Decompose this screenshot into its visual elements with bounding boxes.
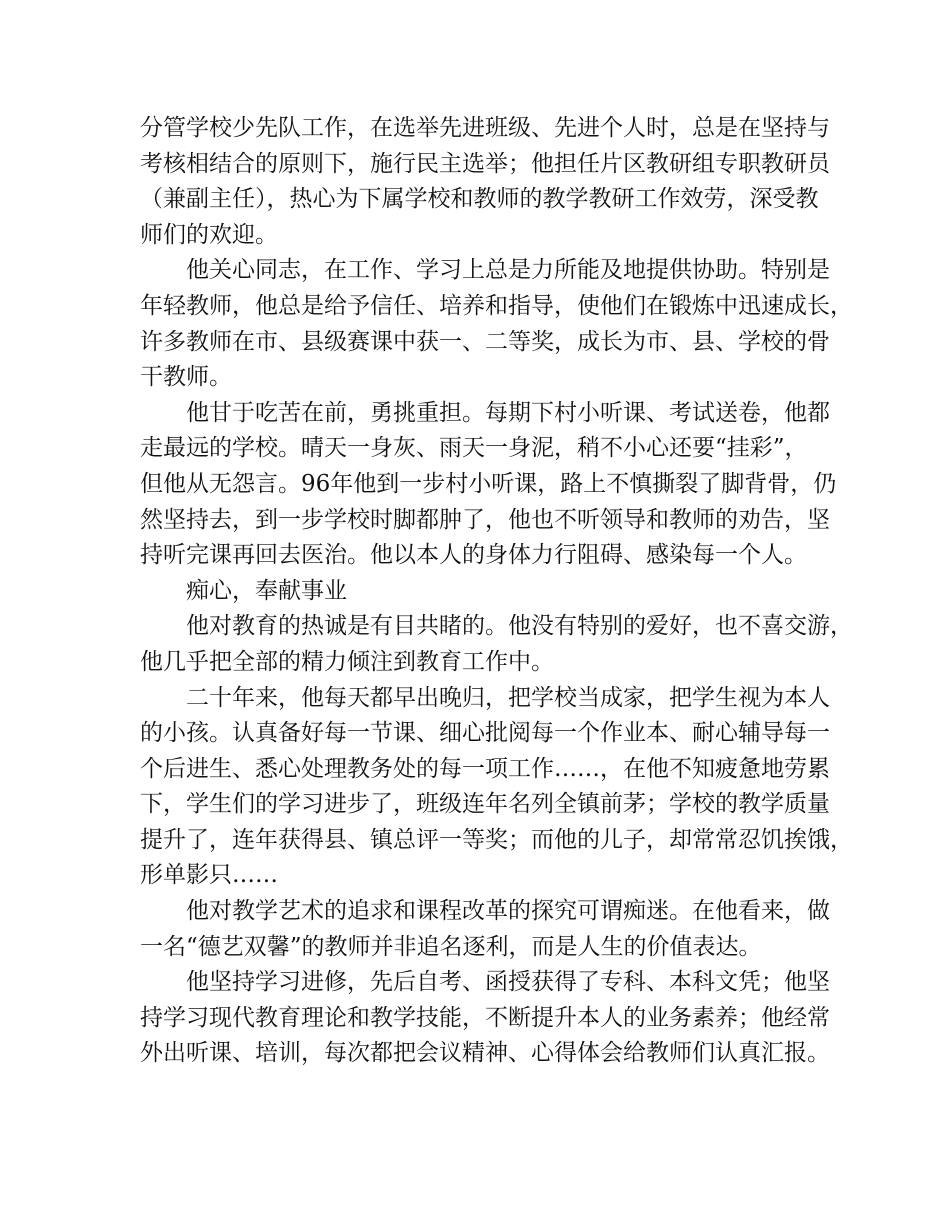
text-line: 下，学生们的学习进步了，班级连年名列全镇前茅；学校的教学质量 [140, 791, 830, 818]
text-line: 分管学校少先队工作，在选举先进班级、先进个人时，总是在坚持与 [140, 115, 830, 141]
text-line: 考核相结合的原则下，施行民主选举；他担任片区教研组专职教研员 [140, 150, 830, 177]
paragraph-first-line: 他坚持学习进修，先后自考、函授获得了专科、本科文凭；他坚 [186, 969, 830, 996]
text-line: 持听完课再回去医治。他以本人的身体力行阻碍、感染每一个人。 [140, 542, 807, 569]
text-line: 个后进生、悉心处理教务处的每一项工作……，在他不知疲惫地劳累 [140, 755, 830, 782]
text-line: 他几乎把全部的精力倾注到教育工作中。 [140, 648, 554, 675]
text-line: 持学习现代教育理论和教学技能，不断提升本人的业务素养；他经常 [140, 1004, 830, 1031]
paragraph-first-line: 他关心同志，在工作、学习上总是力所能及地提供协助。特别是 [186, 257, 830, 284]
text-line: 但他从无怨言。96年他到一步村小听课，路上不慎撕裂了脚背骨，仍 [140, 470, 837, 497]
text-line: 年轻教师，他总是给予信任、培养和指导，使他们在锻炼中迅速成长， [140, 292, 853, 319]
text-line: 一名“德艺双馨”的教师并非追名逐利，而是人生的价值表达。 [140, 933, 762, 960]
text-line: 的小孩。认真备好每一节课、细心批阅每一个作业本、耐心辅导每一 [140, 720, 830, 747]
paragraph-first-line: 他对教学艺术的追求和课程改革的探究可谓痴迷。在他看来，做 [186, 898, 830, 925]
paragraph-first-line: 他对教育的热诚是有目共睹的。他没有特别的爱好，也不喜交游， [186, 613, 853, 640]
paragraph-first-line: 他甘于吃苦在前，勇挑重担。每期下村小听课、考试送卷，他都 [186, 399, 830, 426]
text-line: 许多教师在市、县级赛课中获一、二等奖，成长为市、县、学校的骨 [140, 328, 830, 355]
text-line: 走最远的学校。晴天一身灰、雨天一身泥，稍不小心还要“挂彩”， [140, 435, 808, 462]
body-text [140, 111, 853, 1072]
text-line: 外出听课、培训，每次都把会议精神、心得体会给教师们认真汇报。 [140, 1040, 830, 1067]
text-line: （兼副主任），热心为下属学校和教师的教学教研工作效劳，深受教 [140, 186, 819, 213]
text-line: 提升了，连年获得县、镇总评一等奖；而他的儿子，却常常忍饥挨饿， [140, 826, 853, 853]
section-heading: 痴心，奉献事业 [186, 577, 347, 604]
text-line: 然坚持去，到一步学校时脚都肿了，他也不听领导和教师的劝告，坚 [140, 506, 830, 533]
paragraph-first-line: 二十年来，他每天都早出晚归，把学校当成家，把学生视为本人 [186, 684, 830, 711]
text-line: 形单影只…… [140, 862, 278, 889]
text-line: 师们的欢迎。 [140, 221, 278, 248]
text-line: 干教师。 [140, 364, 232, 391]
